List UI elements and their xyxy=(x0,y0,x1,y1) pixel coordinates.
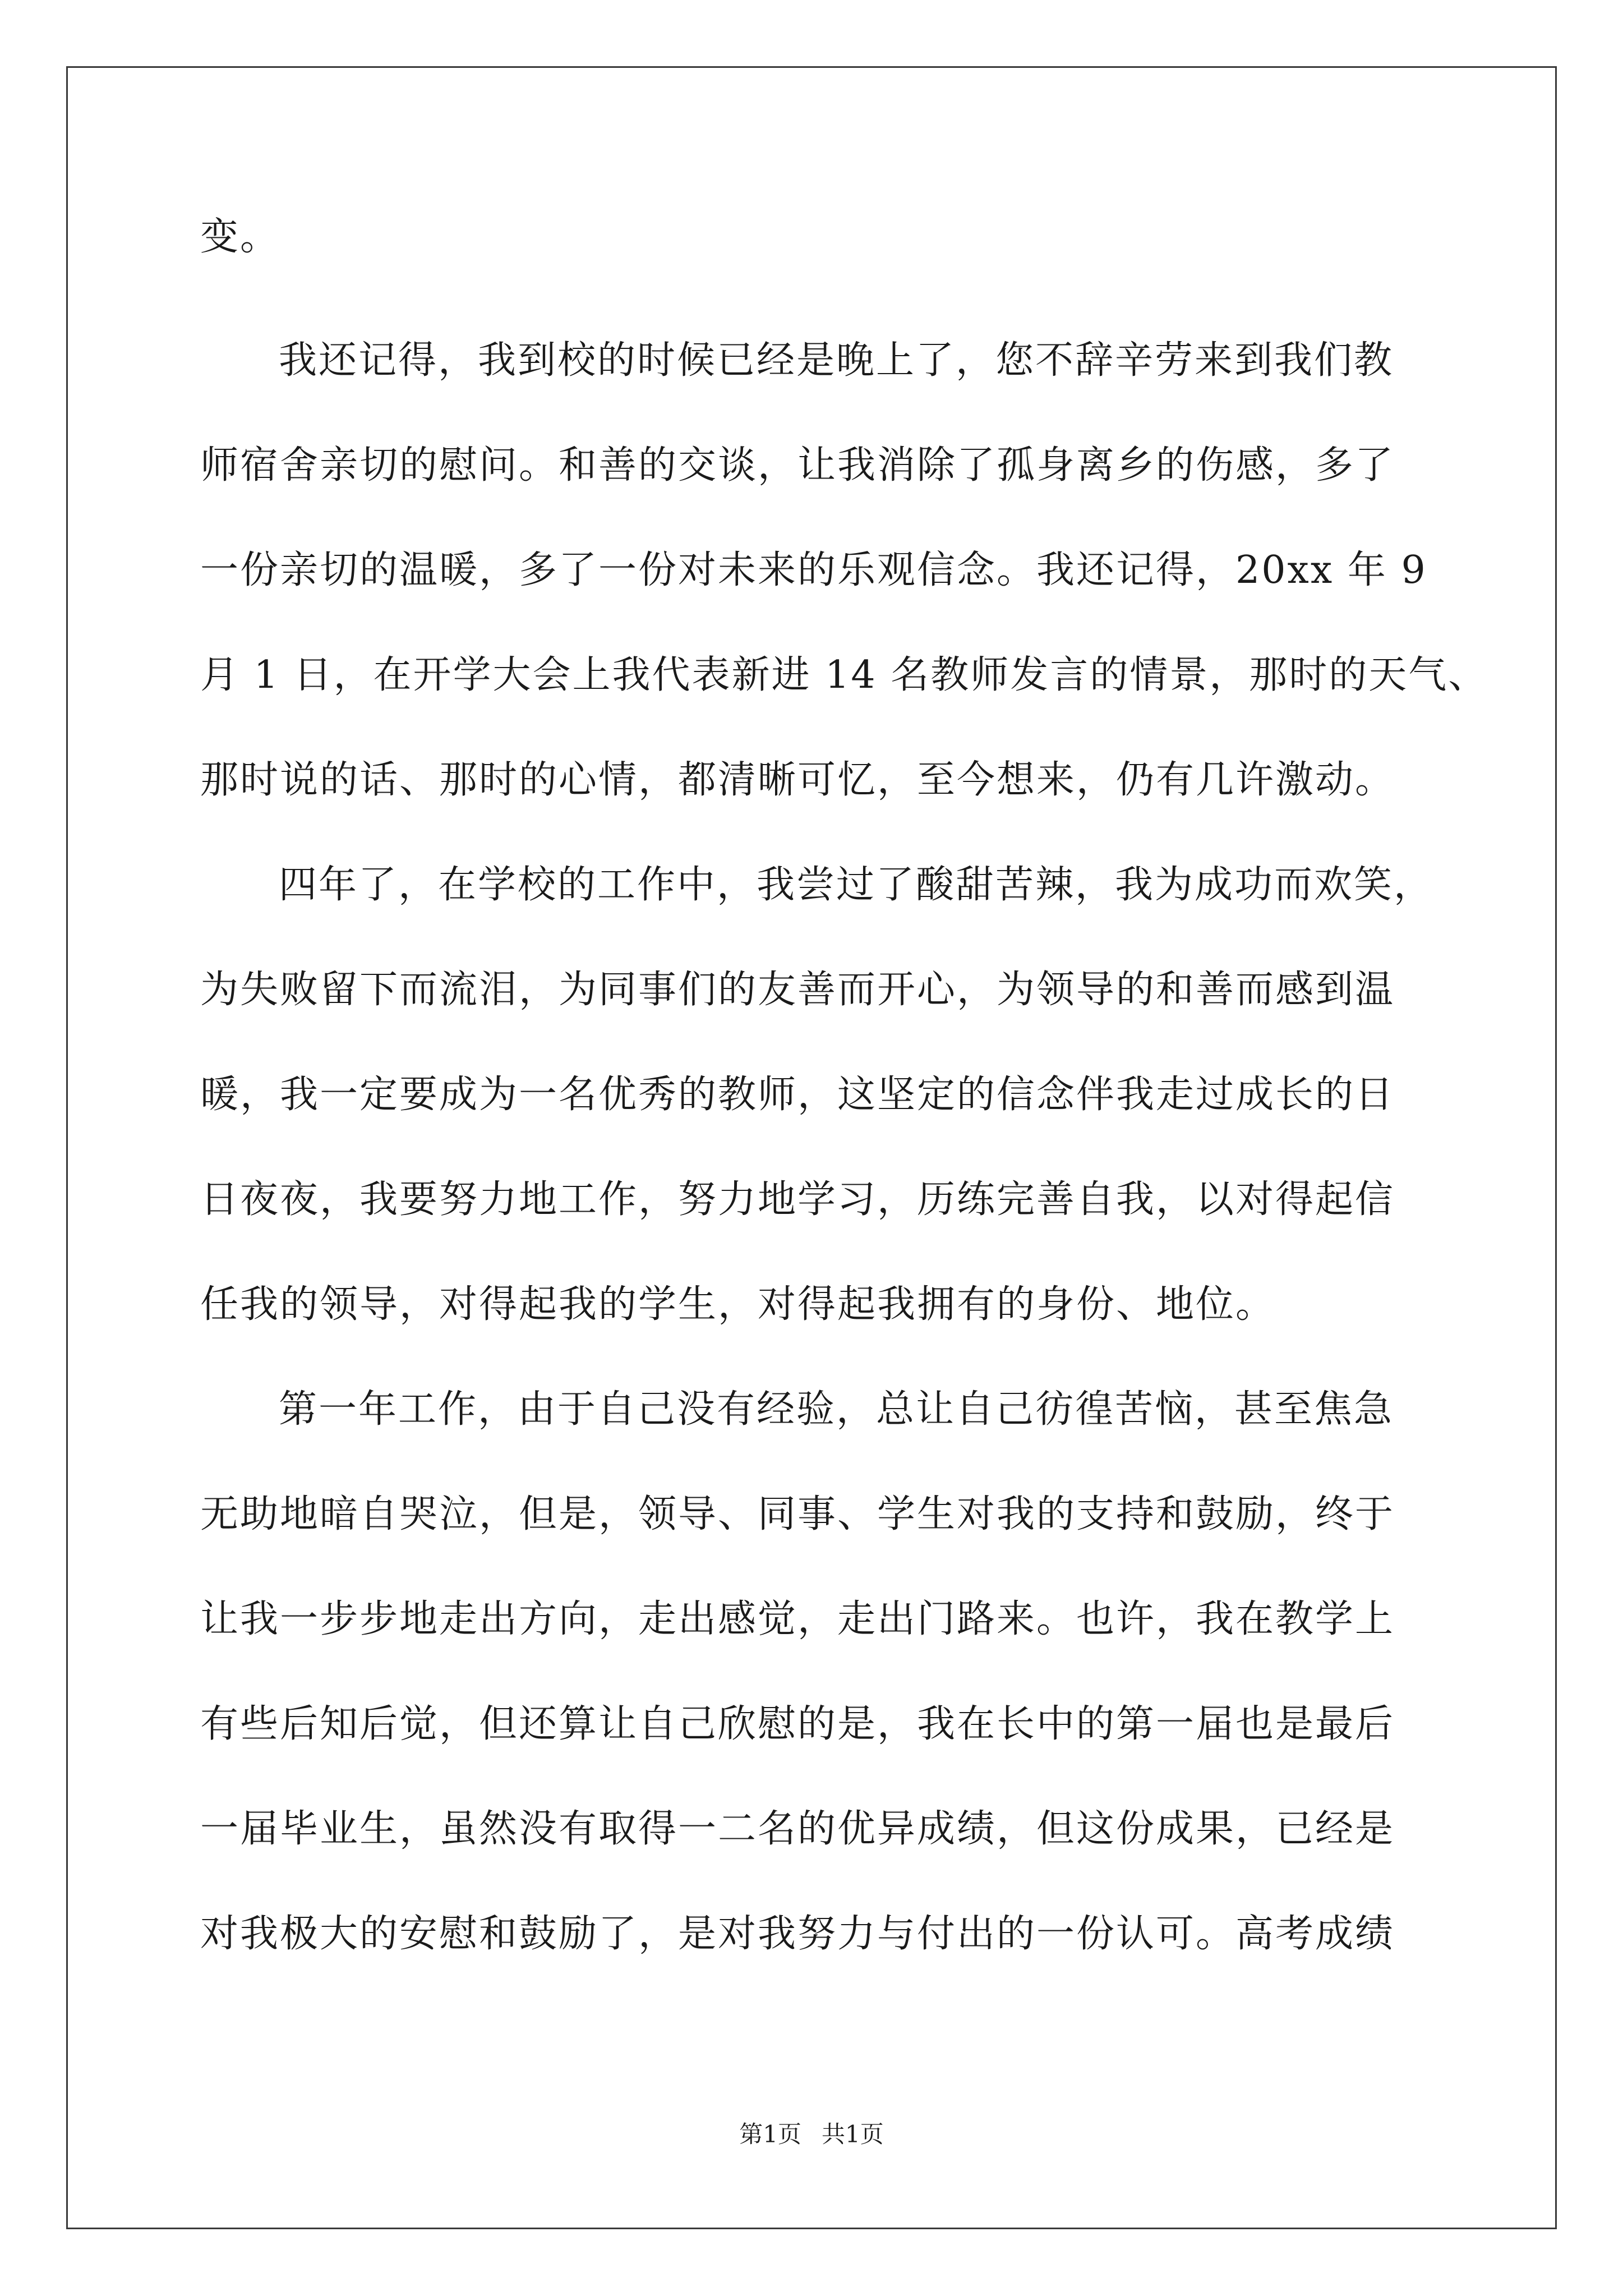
text-line: 变。 xyxy=(200,215,280,259)
text-line: 任我的领导，对得起我的学生，对得起我拥有的身份、地位。 xyxy=(200,1282,1276,1327)
text-line: 对我极大的安慰和鼓励了，是对我努力与付出的一份认可。高考成绩 xyxy=(200,1912,1395,1956)
text-line: 一份亲切的温暖，多了一份对未来的乐观信念。我还记得，20xx 年 9 xyxy=(200,548,1427,592)
paragraph-first-line: 第一年工作，由于自己没有经验，总让自己彷徨苦恼，甚至焦急 xyxy=(279,1387,1394,1432)
paragraph-first-line: 四年了，在学校的工作中，我尝过了酸甜苦辣，我为成功而欢笑， xyxy=(279,863,1434,907)
text-line: 暖，我一定要成为一名优秀的教师，这坚定的信念伴我走过成长的日 xyxy=(200,1073,1395,1117)
text-line: 一届毕业生，虽然没有取得一二名的优异成绩，但这份成果，已经是 xyxy=(200,1807,1395,1851)
paragraph-first-line: 我还记得，我到校的时候已经是晚上了，您不辞辛劳来到我们教 xyxy=(279,338,1394,383)
text-line: 有些后知后觉，但还算让自己欣慰的是，我在长中的第一届也是最后 xyxy=(200,1702,1395,1746)
text-line: 师宿舍亲切的慰问。和善的交谈，让我消除了孤身离乡的伤感，多了 xyxy=(200,443,1395,487)
text-line: 月 1 日，在开学大会上我代表新进 14 名教师发言的情景，那时的天气、 xyxy=(200,653,1488,697)
text-line: 为失败留下而流泪，为同事们的友善而开心，为领导的和善而感到温 xyxy=(200,968,1395,1012)
text-line: 无助地暗自哭泣，但是，领导、同事、学生对我的支持和鼓励，终于 xyxy=(200,1492,1395,1536)
text-line: 让我一步步地走出方向，走出感觉，走出门路来。也许，我在教学上 xyxy=(200,1597,1395,1641)
text-line: 日夜夜，我要努力地工作，努力地学习，历练完善自我，以对得起信 xyxy=(200,1177,1395,1222)
page-number-total: 共1页 xyxy=(822,2120,884,2148)
page-number-current: 第1页 xyxy=(739,2120,801,2148)
page-border xyxy=(66,66,1557,2229)
page-footer xyxy=(0,2120,1623,2148)
text-line: 那时说的话、那时的心情，都清晰可忆，至今想来，仍有几许激动。 xyxy=(200,758,1395,802)
